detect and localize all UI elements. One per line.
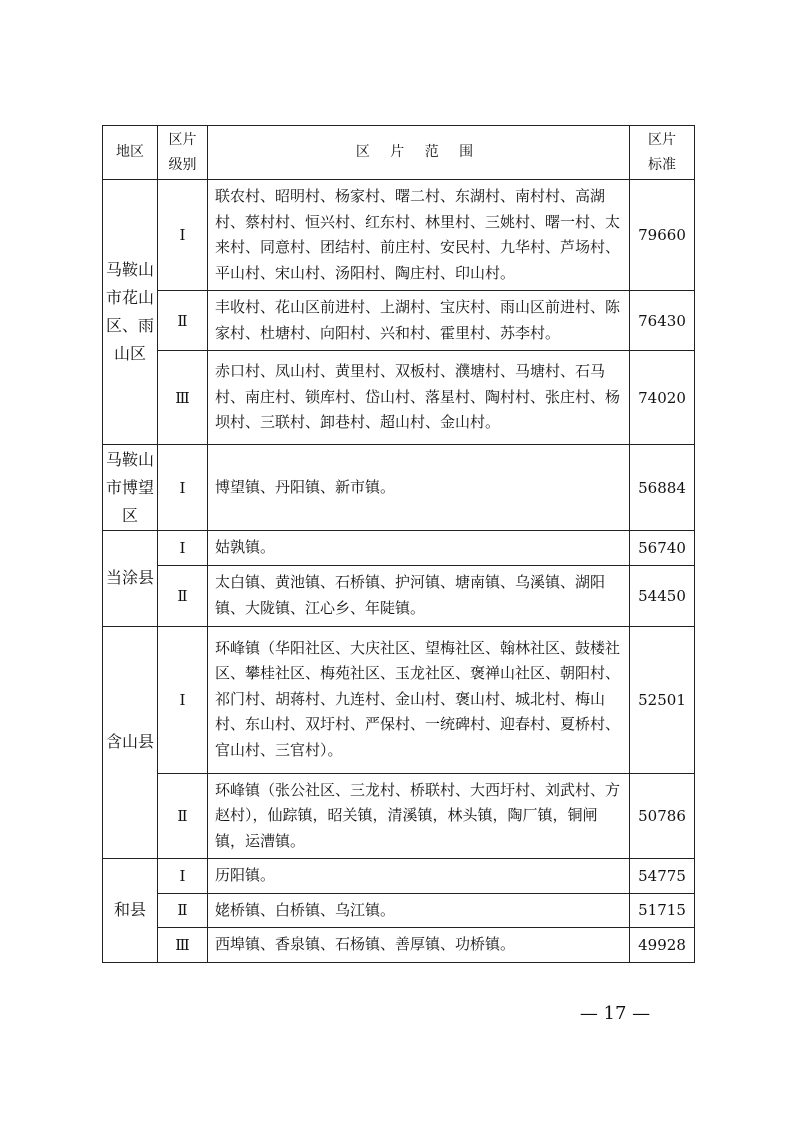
- standard-cell: 52501: [630, 626, 695, 773]
- scope-cell: 历阳镇。: [208, 859, 630, 894]
- standard-cell: 56740: [630, 531, 695, 566]
- standard-cell: 54450: [630, 565, 695, 626]
- level-cell: Ⅱ: [158, 565, 208, 626]
- land-price-table: [102, 125, 695, 963]
- level-cell: Ⅲ: [158, 351, 208, 445]
- table-row: [103, 291, 695, 351]
- scope-cell: 环峰镇（华阳社区、大庆社区、望梅社区、翰林社区、鼓楼社区、攀桂社区、梅苑社区、玉龙社区、褒禅山社区、朝阳村、祁门村、胡蒋村、九连村、金山村、褒山村、城北村、梅山村、东山村、双圩村、严保村、一统碑村、迎春村、夏桥村、官山村、三官村）。: [208, 626, 630, 773]
- level-cell: Ⅰ: [158, 445, 208, 531]
- level-cell: Ⅱ: [158, 291, 208, 351]
- table-row: [103, 893, 695, 928]
- standard-cell: 79660: [630, 180, 695, 291]
- scope-cell: 环峰镇（张公社区、三龙村、桥联村、大西圩村、刘武村、方赵村），仙踪镇，昭关镇，清溪镇，林头镇，陶厂镇，铜闸镇，运漕镇。: [208, 773, 630, 859]
- table-row: [103, 531, 695, 566]
- table-row: [103, 445, 695, 531]
- scope-cell: 丰收村、花山区前进村、上湖村、宝庆村、雨山区前进村、陈家村、杜塘村、向阳村、兴和村、霍里村、苏李村。: [208, 291, 630, 351]
- standard-cell: 51715: [630, 893, 695, 928]
- table-row: [103, 180, 695, 291]
- header-scope: 区 片 范 围: [208, 126, 630, 180]
- standard-cell: 49928: [630, 928, 695, 963]
- table-row: [103, 928, 695, 963]
- table-row: [103, 626, 695, 773]
- standard-cell: 50786: [630, 773, 695, 859]
- region-cell: 马鞍山 市博望 区: [103, 445, 158, 531]
- scope-cell: 太白镇、黄池镇、石桥镇、护河镇、塘南镇、乌溪镇、湖阳镇、大陇镇、江心乡、年陡镇。: [208, 565, 630, 626]
- standard-cell: 54775: [630, 859, 695, 894]
- table-row: [103, 773, 695, 859]
- page-number: — 17 —: [579, 1003, 651, 1024]
- standard-cell: 76430: [630, 291, 695, 351]
- level-cell: Ⅲ: [158, 928, 208, 963]
- region-cell: 当涂县: [103, 531, 158, 627]
- header-level: 区片 级别: [158, 126, 208, 180]
- standard-cell: 74020: [630, 351, 695, 445]
- scope-cell: 姥桥镇、白桥镇、乌江镇。: [208, 893, 630, 928]
- level-cell: Ⅱ: [158, 773, 208, 859]
- header-standard: 区片 标准: [630, 126, 695, 180]
- scope-cell: 博望镇、丹阳镇、新市镇。: [208, 445, 630, 531]
- table-body: [103, 126, 695, 963]
- table-row: [103, 565, 695, 626]
- region-cell: 含山县: [103, 626, 158, 859]
- scope-cell: 赤口村、凤山村、黄里村、双板村、濮塘村、马塘村、石马村、南庄村、锁库村、岱山村、落星村、陶村村、张庄村、杨坝村、三联村、卸巷村、超山村、金山村。: [208, 351, 630, 445]
- level-cell: Ⅱ: [158, 893, 208, 928]
- level-cell: Ⅰ: [158, 626, 208, 773]
- scope-cell: 联农村、昭明村、杨家村、曙二村、东湖村、南村村、高湖村、蔡村村、恒兴村、红东村、林里村、三姚村、曙一村、太来村、同意村、团结村、前庄村、安民村、九华村、芦场村、平山村、宋山村、汤阳村、陶庄村、印山村。: [208, 180, 630, 291]
- table-row: [103, 351, 695, 445]
- scope-cell: 西埠镇、香泉镇、石杨镇、善厚镇、功桥镇。: [208, 928, 630, 963]
- region-cell: 和县: [103, 859, 158, 963]
- level-cell: Ⅰ: [158, 180, 208, 291]
- level-cell: Ⅰ: [158, 531, 208, 566]
- header-row: [103, 126, 695, 180]
- standard-cell: 56884: [630, 445, 695, 531]
- scope-cell: 姑孰镇。: [208, 531, 630, 566]
- header-region: 地区: [103, 126, 158, 180]
- level-cell: Ⅰ: [158, 859, 208, 894]
- region-cell: 马鞍山 市花山 区、雨 山区: [103, 180, 158, 445]
- table-row: [103, 859, 695, 894]
